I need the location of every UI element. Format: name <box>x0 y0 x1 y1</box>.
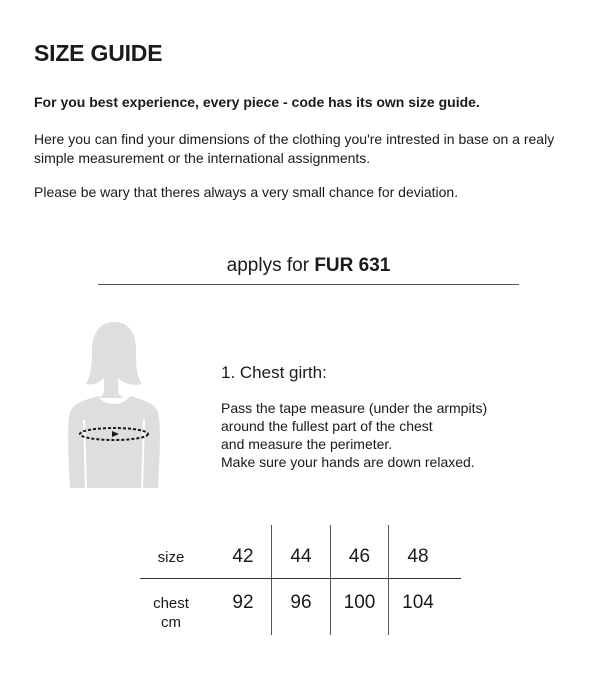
table-header-rule <box>140 578 461 579</box>
female-torso-chest-measure-icon <box>64 320 164 492</box>
intro-paragraph: Here you can find your dimensions of the clothing you're intrested in base on a realy simple measurement or the international assignments. <box>34 131 555 166</box>
deviation-note: Please be wary that theres always a very small chance for deviation. <box>34 184 459 200</box>
size-cell: 42 <box>232 546 254 567</box>
table-divider <box>330 525 331 635</box>
instruction-line: and measure the perimeter. <box>221 436 393 452</box>
instruction-line: Pass the tape measure (under the armpits) <box>221 400 488 416</box>
chest-row-label: chest <box>153 595 189 612</box>
intro-bold-text: For you best experience, every piece - code has its own size guide. <box>34 94 480 110</box>
table-divider <box>388 525 389 635</box>
page-title: SIZE GUIDE <box>34 40 163 66</box>
size-cell: 44 <box>290 546 312 567</box>
step-instructions <box>221 399 551 471</box>
size-cell: 48 <box>407 546 429 567</box>
instruction-line: around the fullest part of the chest <box>221 418 433 434</box>
chest-cell: 100 <box>343 592 376 613</box>
applies-prefix: applys for <box>226 255 315 276</box>
step-title: 1. Chest girth: <box>221 363 327 382</box>
table-divider <box>271 525 272 635</box>
applies-for-heading <box>98 255 519 277</box>
chest-cell: 104 <box>402 592 434 613</box>
chest-cell: 92 <box>232 592 254 613</box>
instruction-line: Make sure your hands are down relaxed. <box>221 454 475 470</box>
size-table <box>140 525 461 635</box>
size-cell: 46 <box>348 546 371 567</box>
size-row-label: size <box>157 549 185 566</box>
chest-unit-label: cm <box>161 614 181 631</box>
chest-cell: 96 <box>290 592 312 613</box>
product-code: FUR 631 <box>314 255 391 276</box>
section-divider <box>98 284 519 285</box>
